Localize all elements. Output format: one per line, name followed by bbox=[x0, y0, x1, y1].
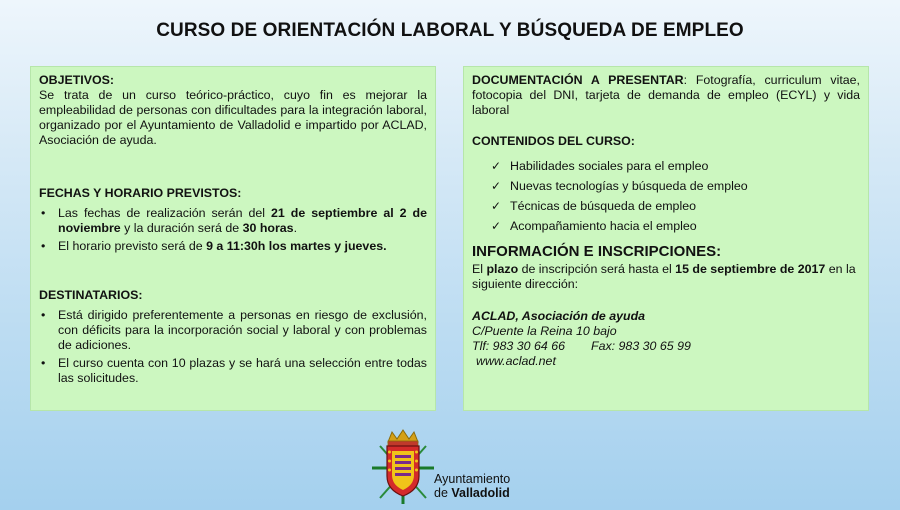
logo-line-2-city: Valladolid bbox=[451, 486, 510, 500]
contact-phones bbox=[472, 339, 860, 354]
informacion-part: de inscripción será hasta el bbox=[518, 262, 676, 276]
contact-phone: Tlf: 983 30 64 66 bbox=[472, 339, 565, 353]
valladolid-coat-of-arms-icon bbox=[366, 428, 440, 506]
fechas-list bbox=[39, 206, 427, 254]
documentacion-body: : Fotografía, curriculum vitae, fotocopia del DNI, tarjeta de demanda de empleo (ECYL) y vida laboral bbox=[472, 73, 860, 117]
informacion-text bbox=[472, 262, 860, 292]
informacion-part: en la siguiente dirección: bbox=[472, 262, 856, 291]
contact-web[interactable]: www.aclad.net bbox=[476, 354, 556, 368]
informacion-date: 15 de septiembre de 2017 bbox=[675, 262, 826, 276]
logo-line-2-prefix: de bbox=[434, 486, 452, 500]
list-item bbox=[39, 239, 427, 254]
fechas-dates: 21 de septiembre al 2 de noviembre bbox=[58, 206, 428, 235]
left-panel bbox=[30, 66, 436, 411]
documentacion-text bbox=[472, 73, 860, 118]
bullet-icon: • bbox=[41, 206, 46, 220]
contenido-text: Nuevas tecnologías y búsqueda de empleo bbox=[510, 179, 748, 193]
bullet-icon: • bbox=[41, 308, 46, 322]
contenidos-list bbox=[472, 159, 860, 234]
informacion-heading: INFORMACIÓN E INSCRIPCIONES: bbox=[472, 243, 722, 260]
list-item bbox=[472, 219, 860, 234]
list-item bbox=[39, 206, 427, 236]
fechas-heading: FECHAS Y HORARIO PREVISTOS: bbox=[39, 186, 242, 200]
horario-text: El horario previsto será de bbox=[58, 239, 207, 253]
objetivos-heading: OBJETIVOS: bbox=[39, 73, 115, 87]
horario-schedule: 9 a 11:30h los martes y jueves. bbox=[206, 239, 387, 253]
contact-fax: Fax: 983 30 65 99 bbox=[591, 339, 691, 353]
destinatarios-heading: DESTINATARIOS: bbox=[39, 288, 143, 302]
logo-line-2 bbox=[434, 486, 510, 500]
destinatarios-text: Está dirigido preferentemente a personas en riesgo de exclusión, con déficits para la incorporación social y laboral y con problemas de adiciones. bbox=[58, 308, 427, 352]
objetivos-text: Se trata de un curso teórico-práctico, cuyo fin es mejorar la empleabilidad de personas con dificultades para la integración laboral, organizado por el Ayuntamiento de Valladolid e impartido por ACLAD, Asociación de ayuda. bbox=[39, 88, 427, 147]
fechas-text: Las fechas de realización serán del bbox=[58, 206, 271, 220]
contact-block bbox=[472, 309, 860, 369]
fechas-text: y la duración será de bbox=[120, 221, 243, 235]
informacion-part: El bbox=[472, 262, 487, 276]
right-panel bbox=[463, 66, 869, 411]
check-icon: ✓ bbox=[491, 199, 502, 213]
contenidos-heading: CONTENIDOS DEL CURSO: bbox=[472, 134, 635, 148]
contact-address: C/Puente la Reina 10 bajo bbox=[472, 324, 617, 338]
logo-text bbox=[434, 472, 510, 500]
check-icon: ✓ bbox=[491, 219, 502, 233]
destinatarios-text: El curso cuenta con 10 plazas y se hará una selección entre todas las solicitudes. bbox=[58, 356, 427, 385]
list-item bbox=[472, 179, 860, 194]
contact-org: ACLAD, Asociación de ayuda bbox=[472, 309, 646, 323]
informacion-plazo: plazo bbox=[486, 262, 519, 276]
fechas-hours: 30 horas bbox=[242, 221, 294, 235]
check-icon: ✓ bbox=[491, 179, 502, 193]
list-item bbox=[472, 159, 860, 174]
fechas-text: . bbox=[293, 221, 298, 235]
logo-line-1: Ayuntamiento bbox=[434, 472, 511, 486]
list-item bbox=[472, 199, 860, 214]
contenido-text: Acompañamiento hacia el empleo bbox=[510, 219, 697, 233]
destinatarios-list bbox=[39, 308, 427, 386]
contenido-text: Técnicas de búsqueda de empleo bbox=[510, 199, 696, 213]
bullet-icon: • bbox=[41, 356, 46, 370]
contenido-text: Habilidades sociales para el empleo bbox=[510, 159, 709, 173]
documentacion-heading: DOCUMENTACIÓN A PRESENTAR bbox=[472, 73, 684, 87]
check-icon: ✓ bbox=[491, 159, 502, 173]
list-item bbox=[39, 356, 427, 386]
page-title: CURSO DE ORIENTACIÓN LABORAL Y BÚSQUEDA DE EMPLEO bbox=[156, 20, 744, 41]
list-item bbox=[39, 308, 427, 353]
bullet-icon: • bbox=[41, 239, 46, 253]
